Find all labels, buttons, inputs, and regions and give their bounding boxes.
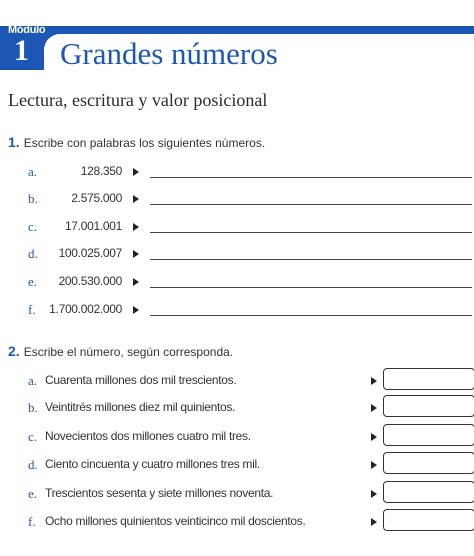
arrow-right-icon bbox=[133, 168, 139, 176]
q2-item bbox=[0, 457, 474, 483]
item-letter: b. bbox=[28, 400, 38, 415]
question-text: Escribe con palabras los siguientes números. bbox=[23, 136, 266, 150]
question-2-prompt bbox=[8, 343, 233, 359]
arrow-right-icon bbox=[371, 377, 377, 385]
arrow-right-icon bbox=[371, 433, 377, 441]
arrow-right-icon bbox=[371, 404, 377, 412]
q1-item bbox=[0, 219, 474, 245]
answer-line[interactable] bbox=[150, 232, 472, 233]
number-value: 128.350 bbox=[80, 164, 122, 178]
arrow-right-icon bbox=[133, 223, 139, 231]
answer-box[interactable] bbox=[383, 395, 474, 417]
answer-line[interactable] bbox=[150, 259, 472, 260]
item-letter: e. bbox=[28, 486, 38, 501]
number-value: 100.025.007 bbox=[58, 246, 122, 260]
number-value: 2.575.000 bbox=[71, 191, 122, 205]
q1-item bbox=[0, 164, 474, 190]
number-in-words: Novecientos dos millones cuatro mil tres. bbox=[45, 429, 251, 443]
q1-item bbox=[0, 246, 474, 272]
question-1-prompt bbox=[8, 134, 265, 150]
answer-box[interactable] bbox=[383, 481, 474, 503]
answer-box[interactable] bbox=[383, 424, 474, 446]
number-in-words: Veintitrés millones diez mil quinientos. bbox=[45, 400, 236, 414]
item-letter: a. bbox=[28, 164, 38, 179]
number-in-words: Ocho millones quinientos veinticinco mil doscientos. bbox=[45, 514, 306, 528]
module-label: Módulo bbox=[8, 24, 46, 36]
question-text: Escribe el número, según corresponda. bbox=[23, 345, 234, 359]
item-letter: d. bbox=[28, 457, 38, 472]
q2-item bbox=[0, 514, 474, 540]
item-letter: f. bbox=[28, 514, 36, 529]
arrow-right-icon bbox=[133, 306, 139, 314]
q2-item bbox=[0, 400, 474, 426]
answer-box[interactable] bbox=[383, 509, 474, 531]
arrow-right-icon bbox=[133, 195, 139, 203]
item-letter: a. bbox=[28, 373, 38, 388]
number-value: 17.001.001 bbox=[64, 219, 122, 233]
module-number: 1 bbox=[14, 34, 29, 67]
q1-item bbox=[0, 191, 474, 217]
q1-item bbox=[0, 302, 474, 328]
number-in-words: Ciento cincuenta y cuatro millones tres mil. bbox=[45, 457, 260, 471]
answer-line[interactable] bbox=[150, 315, 472, 316]
item-letter: d. bbox=[28, 246, 38, 261]
section-title: Lectura, escritura y valor posicional bbox=[8, 90, 268, 110]
item-letter: e. bbox=[28, 274, 38, 289]
item-letter: f. bbox=[28, 302, 36, 317]
number-in-words: Cuarenta millones dos mil trescientos. bbox=[45, 373, 237, 387]
page-title: Grandes números bbox=[60, 36, 278, 71]
answer-line[interactable] bbox=[150, 204, 472, 205]
module-header bbox=[0, 0, 474, 78]
answer-box[interactable] bbox=[383, 368, 474, 390]
answer-line[interactable] bbox=[150, 287, 472, 288]
arrow-right-icon bbox=[371, 461, 377, 469]
arrow-right-icon bbox=[133, 250, 139, 258]
number-value: 1.700.002.000 bbox=[49, 302, 122, 316]
item-letter: c. bbox=[28, 219, 38, 234]
arrow-right-icon bbox=[133, 278, 139, 286]
answer-line[interactable] bbox=[150, 177, 472, 178]
answer-box[interactable] bbox=[383, 452, 474, 474]
question-number: 2. bbox=[8, 343, 20, 359]
q1-item bbox=[0, 274, 474, 300]
arrow-right-icon bbox=[371, 490, 377, 498]
number-in-words: Trescientos sesenta y siete millones noventa. bbox=[45, 486, 274, 500]
arrow-right-icon bbox=[371, 518, 377, 526]
item-letter: c. bbox=[28, 429, 38, 444]
number-value: 200.530.000 bbox=[58, 274, 122, 288]
question-number: 1. bbox=[8, 134, 20, 150]
item-letter: b. bbox=[28, 191, 38, 206]
